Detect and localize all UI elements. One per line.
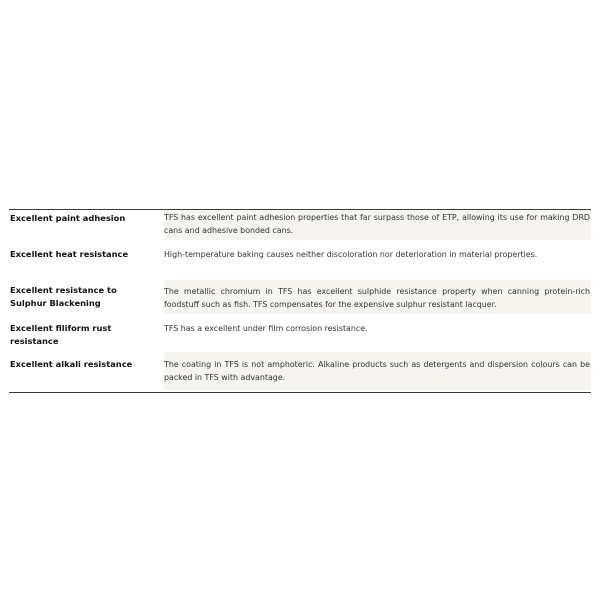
property-description: TFS has excellent paint adhesion properties that far surpass those of ETP, allowing its use for making DRD cans and adhesive bonded cans.	[164, 213, 590, 235]
property-description: The metallic chromium in TFS has excellent sulphide resistance property when canning protein-rich foodstuff such as fish. TFS compensates for the expensive sulphur resistant lacquer.	[164, 287, 590, 309]
property-label: Excellent filiform rust resistance	[10, 323, 112, 346]
property-label: Excellent heat resistance	[10, 249, 129, 259]
property-description: The coating in TFS is not amphoteric. Alkaline products such as detergents and dispersion colours can be packed in TFS with advantage.	[164, 360, 590, 382]
property-label: Excellent resistance to Sulphur Blackening	[10, 285, 117, 308]
properties-table	[9, 209, 591, 393]
property-label: Excellent paint adhesion	[10, 213, 126, 223]
property-label: Excellent alkali resistance	[10, 359, 133, 369]
property-description: TFS has a excellent under film corrosion resistance.	[164, 324, 368, 333]
property-description: High-temperature baking causes neither discoloration nor deterioration in material properties.	[164, 250, 538, 259]
